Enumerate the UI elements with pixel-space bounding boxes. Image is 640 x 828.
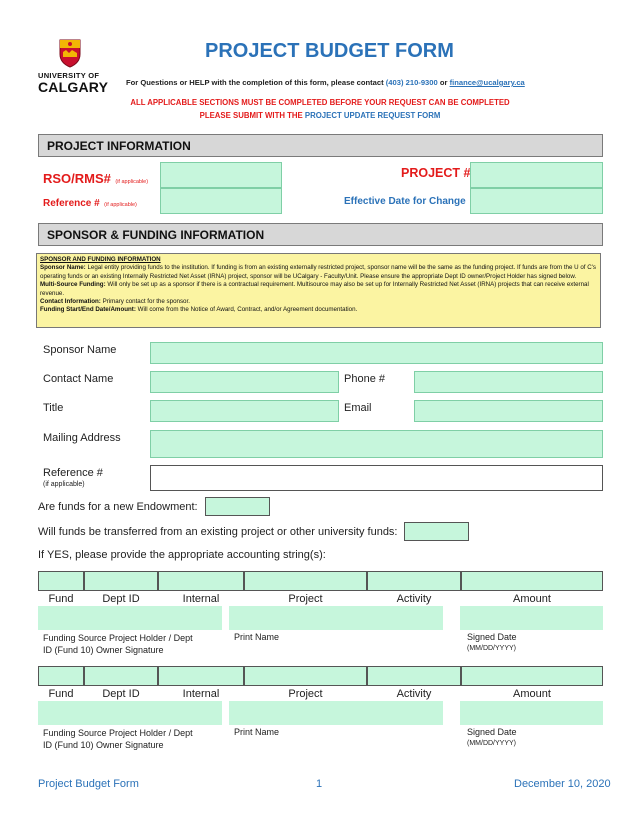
sponsor-help-name xyxy=(40,264,597,281)
dept-id-input-1[interactable] xyxy=(84,571,158,591)
sponsor-funding-header: SPONSOR & FUNDING INFORMATION xyxy=(38,223,603,246)
transfer-input[interactable] xyxy=(404,522,469,541)
holder-signature-label-2 xyxy=(43,727,193,751)
help-email-link[interactable]: finance@ucalgary.ca xyxy=(449,78,525,87)
mailing-address-input[interactable] xyxy=(150,430,603,458)
reference-note: (if applicable) xyxy=(104,202,137,208)
email-input[interactable] xyxy=(414,400,603,422)
sponsor-help-multi-text: Will only be set up as a sponsor if there is a contractual requirement. Multisource may also be set up for Internally Restricted Net Asset (IRNA) projects that can receive external revenue. xyxy=(40,281,589,297)
project-number-label: PROJECT # xyxy=(401,166,471,180)
date-format-label-1: (MM/DD/YYYY) xyxy=(467,645,516,652)
sponsor-name-input[interactable] xyxy=(150,342,603,364)
rso-input[interactable] xyxy=(160,162,282,188)
title-input[interactable] xyxy=(150,400,339,422)
footer-page-number: 1 xyxy=(316,778,323,790)
sponsor-help-box xyxy=(36,253,601,328)
rso-label-text: RSO/RMS# xyxy=(43,171,111,186)
accounting-row-1 xyxy=(38,571,603,591)
column-internal: Internal xyxy=(182,688,220,700)
university-logo xyxy=(38,38,108,94)
fund-input-2[interactable] xyxy=(38,666,84,686)
notice-line2 xyxy=(0,111,640,120)
internal-input-1[interactable] xyxy=(158,571,244,591)
signed-date-label-2: Signed Date xyxy=(467,727,517,737)
accounting-headers-1 xyxy=(38,593,603,607)
holder-signature-line1: Funding Source Project Holder / Dept xyxy=(43,633,193,643)
column-amount: Amount xyxy=(513,593,551,605)
column-project: Project xyxy=(288,593,323,605)
sponsor-help-contact xyxy=(40,298,597,306)
rso-label xyxy=(43,170,148,188)
effective-date-input[interactable] xyxy=(470,188,603,214)
sponsor-help-dates-label: Funding Start/End Date/Amount: xyxy=(40,306,136,314)
column-fund: Fund xyxy=(48,593,74,605)
print-name-label-1: Print Name xyxy=(234,632,280,642)
help-contact-prefix: For Questions or HELP with the completion of this form, please contact xyxy=(126,78,384,87)
help-or: or xyxy=(439,78,448,87)
amount-input-2[interactable] xyxy=(461,666,603,686)
signed-date-label-1: Signed Date xyxy=(467,632,517,642)
phone-input[interactable] xyxy=(414,371,603,393)
sponsor-help-title: SPONSOR AND FUNDING INFORMATION xyxy=(40,256,161,263)
reference-label xyxy=(43,193,137,211)
project-input-2[interactable] xyxy=(244,666,367,686)
email-label: Email xyxy=(344,402,372,414)
effective-date-label: Effective Date for Change xyxy=(344,196,466,207)
page-title: PROJECT BUDGET FORM xyxy=(205,40,454,62)
sponsor-reference-input[interactable] xyxy=(150,465,603,491)
project-information-header: PROJECT INFORMATION xyxy=(38,134,603,157)
reference-label-text: Reference # xyxy=(43,198,100,209)
print-name-input-1[interactable] xyxy=(229,606,443,630)
university-name-line2: CALGARY xyxy=(38,79,109,95)
contact-name-input[interactable] xyxy=(150,371,339,393)
contact-name-label: Contact Name xyxy=(43,373,114,385)
reference-input[interactable] xyxy=(160,188,282,214)
column-dept-id: Dept ID xyxy=(102,688,140,700)
print-name-input-2[interactable] xyxy=(229,701,443,725)
title-label: Title xyxy=(43,402,64,414)
fund-input-1[interactable] xyxy=(38,571,84,591)
help-contact-line xyxy=(126,78,525,87)
project-update-form-link[interactable]: PROJECT UPDATE REQUEST FORM xyxy=(304,111,441,120)
column-dept-id: Dept ID xyxy=(102,593,140,605)
sponsor-help-name-text: Legal entity providing funds to the institution. If funding is from an existing externally restricted project, sponsor name will be the same as the funding project. If funds are from the U of C's operating funds or an existing Internally Restricted Net Asset (IRNA) project, sponsor will be UCalgary - Faculty/Unit. Please ensure the appropriate Dept ID owner/Project Holder has signed below. xyxy=(40,264,596,280)
dept-id-input-2[interactable] xyxy=(84,666,158,686)
accounting-row-2 xyxy=(38,666,603,686)
mailing-address-label: Mailing Address xyxy=(43,432,121,444)
sponsor-help-multi-label: Multi-Source Funding: xyxy=(40,281,106,289)
rso-note: (if applicable) xyxy=(115,179,149,185)
sponsor-reference-note: (if applicable) xyxy=(43,481,85,488)
sponsor-reference-label: Reference # xyxy=(43,467,103,479)
transfer-question: Will funds be transferred from an existing project or other university funds: xyxy=(38,526,398,538)
holder-signature-line2: ID (Fund 10) Owner Signature xyxy=(43,645,164,655)
column-project: Project xyxy=(288,688,323,700)
column-internal: Internal xyxy=(182,593,220,605)
project-input-1[interactable] xyxy=(244,571,367,591)
activity-input-2[interactable] xyxy=(367,666,461,686)
signed-date-input-1[interactable] xyxy=(460,606,603,630)
phone-label: Phone # xyxy=(344,373,385,385)
date-format-label-2: (MM/DD/YYYY) xyxy=(467,740,516,747)
endowment-question: Are funds for a new Endowment: xyxy=(38,501,198,513)
sponsor-help-contact-label: Contact Information: xyxy=(40,298,101,306)
sponsor-help-contact-text: Primary contact for the sponsor. xyxy=(102,298,190,306)
sponsor-help-name-label: Sponsor Name: xyxy=(40,264,86,272)
column-fund: Fund xyxy=(48,688,74,700)
column-amount: Amount xyxy=(513,688,551,700)
column-activity: Activity xyxy=(396,593,432,605)
help-phone[interactable]: (403) 210-9300 xyxy=(385,78,438,87)
university-name-line1: UNIVERSITY OF xyxy=(38,71,100,80)
amount-input-1[interactable] xyxy=(461,571,603,591)
footer-form-name: Project Budget Form xyxy=(38,778,139,790)
activity-input-1[interactable] xyxy=(367,571,461,591)
sponsor-help-multi xyxy=(40,281,597,298)
sponsor-name-label: Sponsor Name xyxy=(43,344,117,356)
endowment-input[interactable] xyxy=(205,497,270,516)
holder-signature-input-1[interactable] xyxy=(38,606,222,630)
column-activity: Activity xyxy=(396,688,432,700)
project-number-input[interactable] xyxy=(470,162,603,188)
holder-signature-line2: ID (Fund 10) Owner Signature xyxy=(43,740,164,750)
footer-date: December 10, 2020 xyxy=(514,778,611,790)
sponsor-help-dates-text: Will come from the Notice of Award, Contract, and/or Agreement documentation. xyxy=(137,306,358,314)
print-name-label-2: Print Name xyxy=(234,727,280,737)
accounting-string-prompt: If YES, please provide the appropriate accounting string(s): xyxy=(38,549,326,561)
notice-line1: ALL APPLICABLE SECTIONS MUST BE COMPLETED BEFORE YOUR REQUEST CAN BE COMPLETED xyxy=(130,98,510,107)
university-crest-icon xyxy=(59,38,81,68)
internal-input-2[interactable] xyxy=(158,666,244,686)
accounting-headers-2 xyxy=(38,688,603,702)
holder-signature-label-1 xyxy=(43,632,193,656)
holder-signature-input-2[interactable] xyxy=(38,701,222,725)
notice-line2-prefix: PLEASE SUBMIT WITH THE xyxy=(199,111,303,120)
holder-signature-line1: Funding Source Project Holder / Dept xyxy=(43,728,193,738)
signed-date-input-2[interactable] xyxy=(460,701,603,725)
sponsor-help-dates xyxy=(40,306,597,314)
